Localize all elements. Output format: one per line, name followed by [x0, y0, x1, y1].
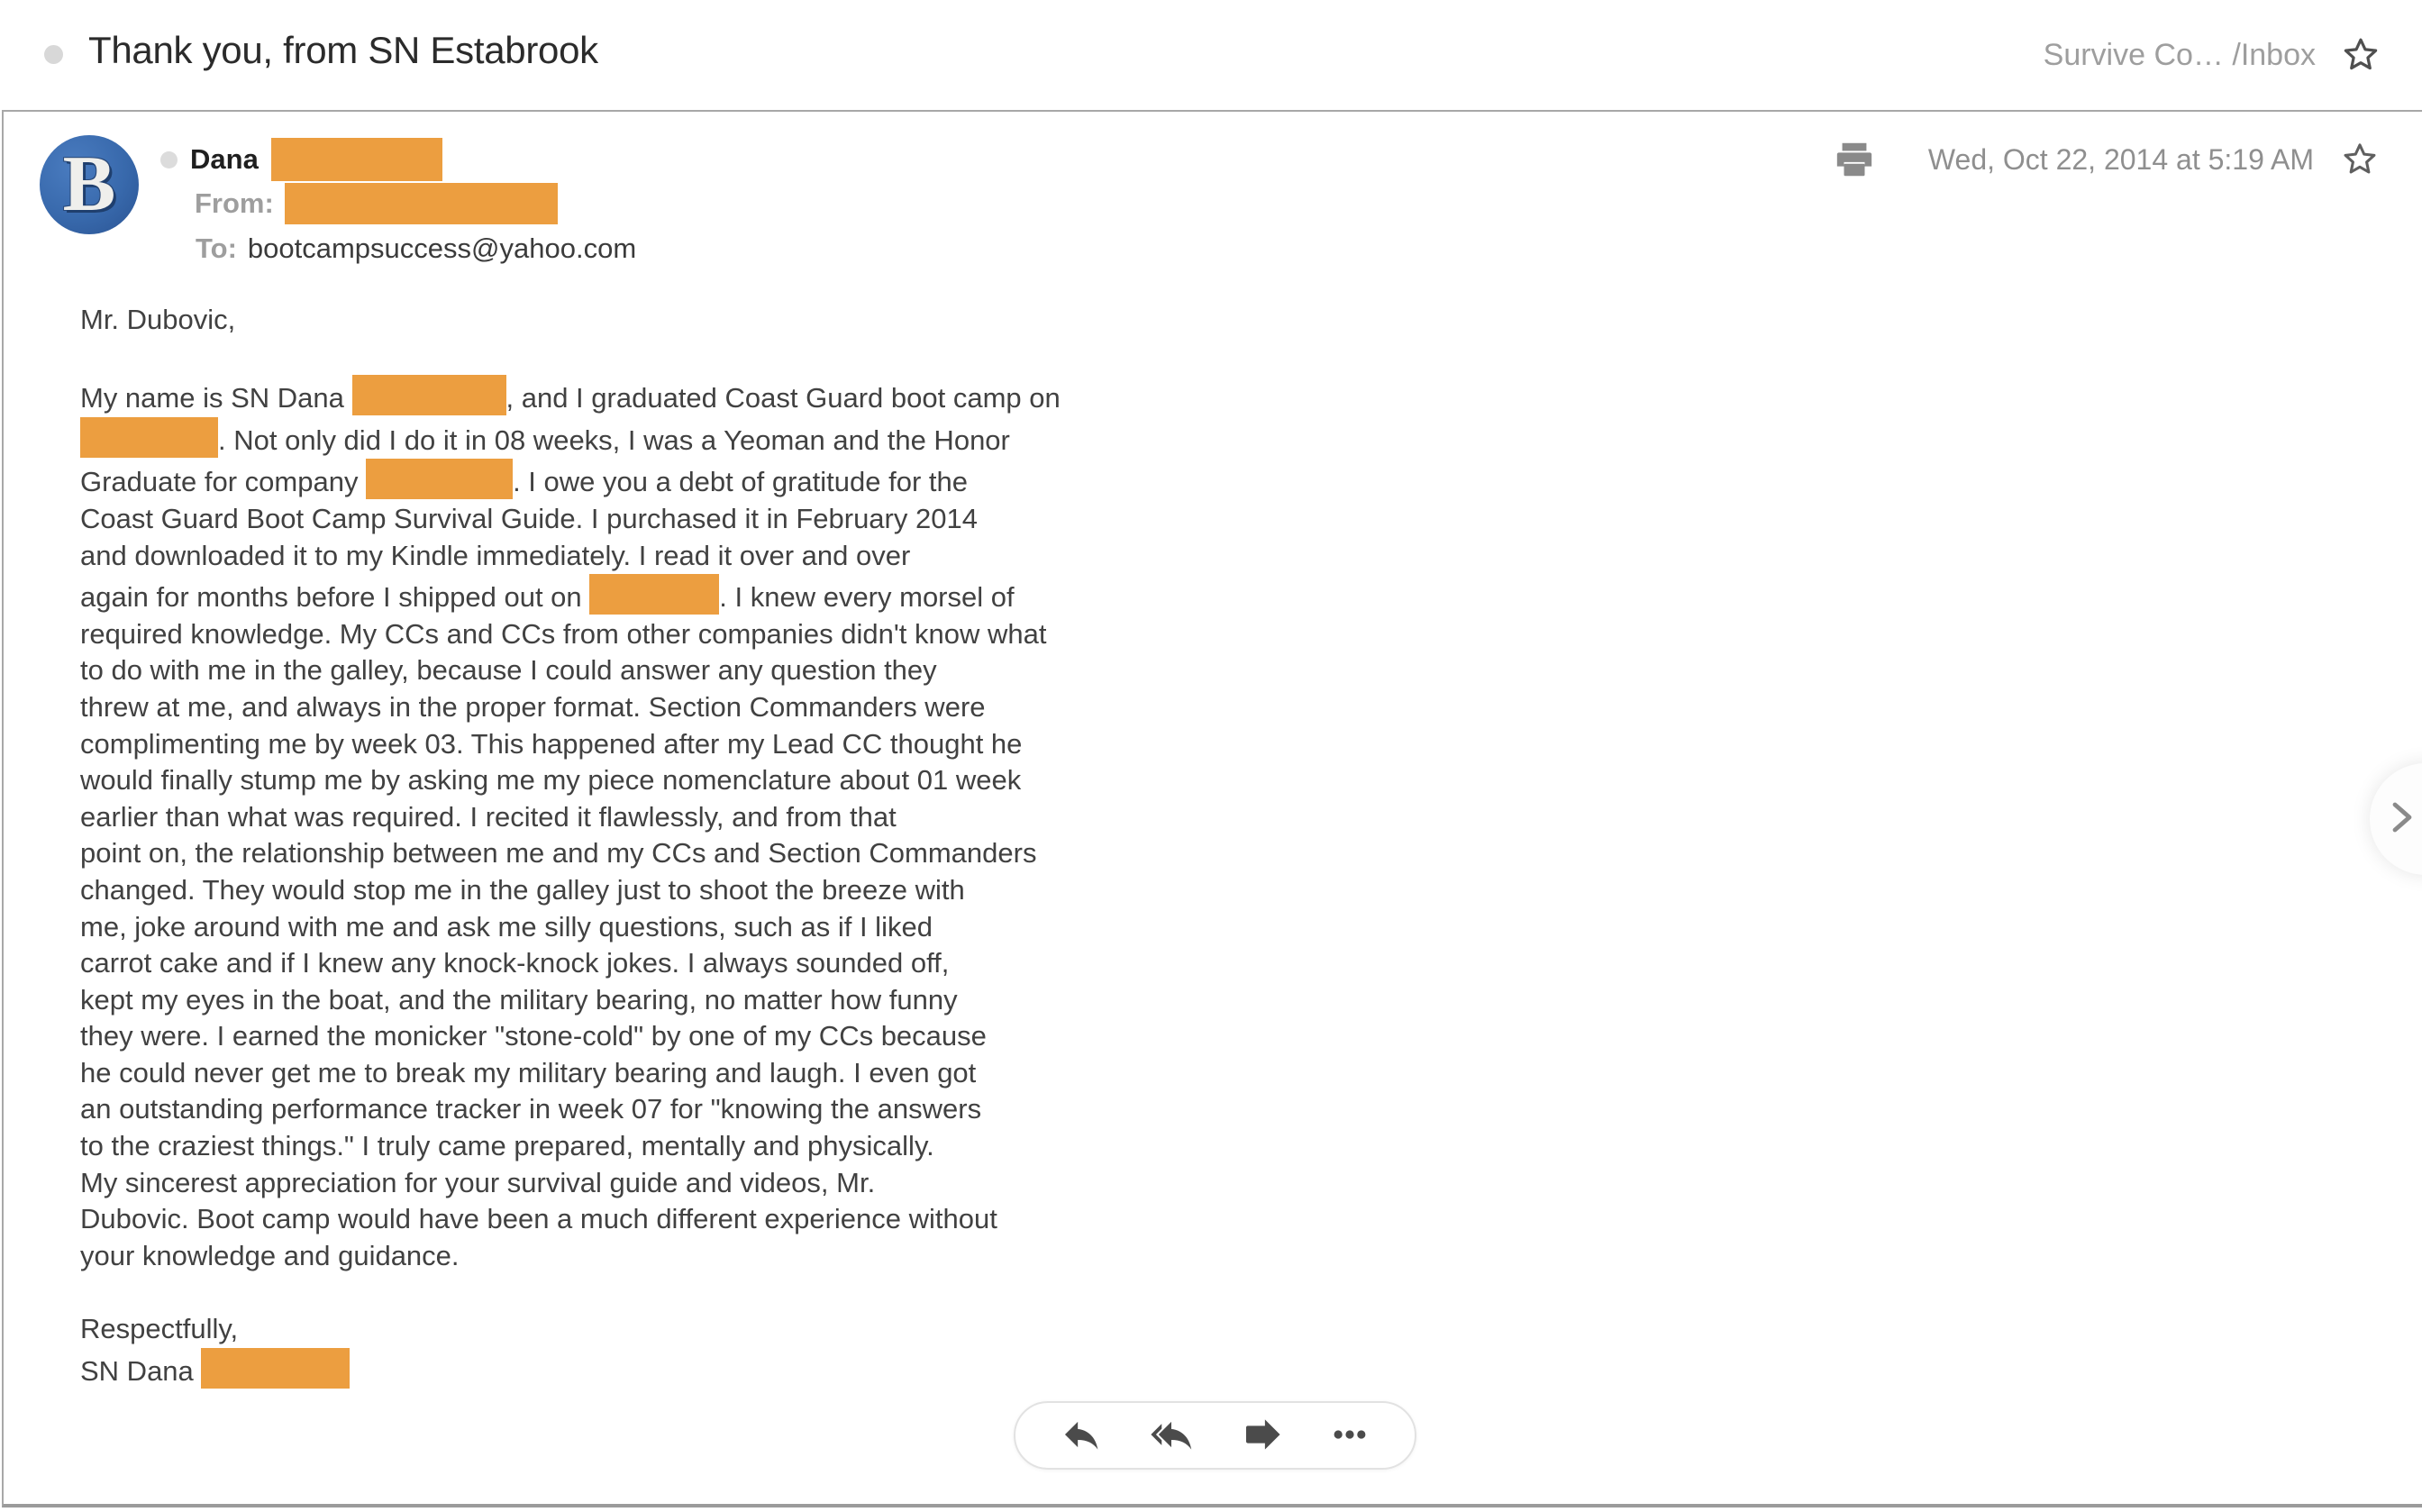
- next-message-button[interactable]: [2370, 763, 2422, 875]
- body-text: My sincerest appreciation for your survival guide and videos, Mr.: [80, 1166, 876, 1198]
- star-outline-icon[interactable]: [2339, 139, 2381, 180]
- body-line: [80, 1238, 1342, 1275]
- read-status-dot: [44, 45, 63, 64]
- body-line: [80, 945, 1342, 982]
- body-text: would finally stump me by asking me my piece nomenclature about 01 week: [80, 764, 1022, 797]
- body-text: Respectfully,: [80, 1313, 239, 1345]
- redaction-box: [201, 1348, 350, 1389]
- body-text: threw at me, and always in the proper format. Section Commanders were: [80, 690, 986, 723]
- body-line: [80, 1128, 1342, 1165]
- body-text: they were. I earned the monicker "stone-cold" by one of my CCs because: [80, 1020, 987, 1052]
- body-line: [80, 1091, 1342, 1128]
- body-text: again for months before I shipped out on: [80, 581, 590, 614]
- body-line: [80, 799, 1342, 836]
- sender-name: Dana: [190, 143, 259, 175]
- body-line: [80, 1311, 1342, 1348]
- to-address: bootcampsuccess@yahoo.com: [247, 232, 637, 264]
- body-line: [80, 835, 1342, 872]
- body-line: [80, 302, 1342, 339]
- body-text: Graduate for company: [80, 466, 367, 498]
- ellipsis-icon: [1330, 1415, 1370, 1457]
- folder-breadcrumb[interactable]: Survive Co… /Inbox: [2043, 37, 2316, 72]
- header-right-cluster: [1833, 112, 2381, 207]
- printer-icon[interactable]: [1833, 139, 1876, 180]
- body-text: , and I graduated Coast Guard boot camp on: [505, 382, 1061, 414]
- body-text: your knowledge and guidance.: [80, 1239, 460, 1271]
- body-line: [80, 616, 1342, 653]
- body-line: [80, 1201, 1342, 1238]
- body-text: me, joke around with me and ask me silly questions, such as if I liked: [80, 910, 933, 943]
- redaction-box: [352, 375, 506, 415]
- body-line: [80, 501, 1342, 538]
- body-text: . I owe you a debt of gratitude for the: [513, 466, 968, 498]
- body-line: [80, 375, 1342, 417]
- body-line: [80, 1055, 1342, 1092]
- unread-dot: [160, 151, 178, 169]
- star-outline-icon[interactable]: [2339, 33, 2382, 77]
- body-text: Dubovic. Boot camp would have been a much different experience without: [80, 1203, 997, 1235]
- to-row: [196, 227, 636, 270]
- reply-all-arrow-icon: [1149, 1414, 1194, 1458]
- redaction-box: [80, 417, 218, 458]
- body-text: and downloaded it to my Kindle immediately. I read it over and over: [80, 539, 911, 571]
- body-line: [80, 909, 1342, 946]
- body-line: [80, 538, 1342, 575]
- avatar-letter: B: [62, 141, 116, 228]
- redaction-box: [285, 183, 558, 224]
- body-text: Mr. Dubovic,: [80, 304, 236, 335]
- from-label: From:: [195, 187, 274, 219]
- redaction-box: [366, 459, 513, 499]
- email-body: [80, 302, 1342, 1389]
- sender-avatar: [40, 135, 139, 234]
- body-text: to do with me in the galley, because I could answer any question they: [80, 654, 937, 687]
- body-text: point on, the relationship between me and my CCs and Section Commanders: [80, 837, 1037, 870]
- body-line: [80, 652, 1342, 689]
- body-text: Coast Guard Boot Camp Survival Guide. I purchased it in February 2014: [80, 502, 978, 534]
- body-text: earlier than what was required. I recited it flawlessly, and from that: [80, 800, 897, 833]
- from-row: [195, 180, 558, 227]
- body-line: [80, 982, 1342, 1019]
- message-date: Wed, Oct 22, 2014 at 5:19 AM: [1927, 142, 2314, 176]
- body-line: [80, 1165, 1342, 1202]
- subject-title: Thank you, from SN Estabrook: [88, 29, 598, 71]
- body-text: SN Dana: [80, 1354, 202, 1387]
- body-text: he could never get me to break my military bearing and laugh. I even got: [80, 1056, 977, 1088]
- body-line: [80, 762, 1342, 799]
- chevron-right-icon: [2379, 796, 2422, 843]
- forward-button[interactable]: [1242, 1414, 1283, 1458]
- body-text: kept my eyes in the boat, and the military bearing, no matter how funny: [80, 983, 958, 1016]
- message-action-toolbar: [1014, 1401, 1416, 1470]
- body-line: [80, 1274, 1342, 1311]
- body-line: [80, 574, 1342, 616]
- body-line: [80, 689, 1342, 726]
- reply-arrow-icon: [1061, 1414, 1102, 1458]
- redaction-box: [271, 138, 442, 181]
- message-title-bar: [0, 0, 2422, 110]
- reply-button[interactable]: [1061, 1414, 1102, 1458]
- topbar-right-cluster: [2044, 0, 2382, 110]
- to-label: To:: [196, 232, 237, 264]
- body-line: [80, 339, 1342, 376]
- body-line: [80, 1018, 1342, 1055]
- reply-all-button[interactable]: [1149, 1414, 1194, 1458]
- body-line: [80, 417, 1342, 460]
- body-line: [80, 726, 1342, 763]
- body-text: changed. They would stop me in the galley just to shoot the breeze with: [80, 873, 965, 906]
- body-text: complimenting me by week 03. This happened after my Lead CC thought he: [80, 727, 1023, 760]
- body-text: . Not only did I do it in 08 weeks, I was a Yeoman and the Honor: [218, 424, 1010, 456]
- redaction-box: [589, 574, 719, 615]
- body-text: required knowledge. My CCs and CCs from other companies didn't know what: [80, 617, 1047, 650]
- more-button[interactable]: [1330, 1415, 1370, 1457]
- body-line: [80, 872, 1342, 909]
- sender-row: [160, 135, 442, 184]
- body-text: My name is SN Dana: [80, 382, 352, 414]
- body-line: [80, 1348, 1342, 1390]
- body-text: an outstanding performance tracker in week 07 for "knowing the answers: [80, 1093, 982, 1125]
- forward-arrow-icon: [1242, 1414, 1283, 1458]
- message-card: [2, 110, 2422, 1507]
- body-text: to the craziest things." I truly came prepared, mentally and physically.: [80, 1130, 934, 1162]
- body-text: . I knew every morsel of: [719, 581, 1015, 614]
- body-text: carrot cake and if I knew any knock-knock jokes. I always sounded off,: [80, 947, 950, 979]
- body-line: [80, 459, 1342, 501]
